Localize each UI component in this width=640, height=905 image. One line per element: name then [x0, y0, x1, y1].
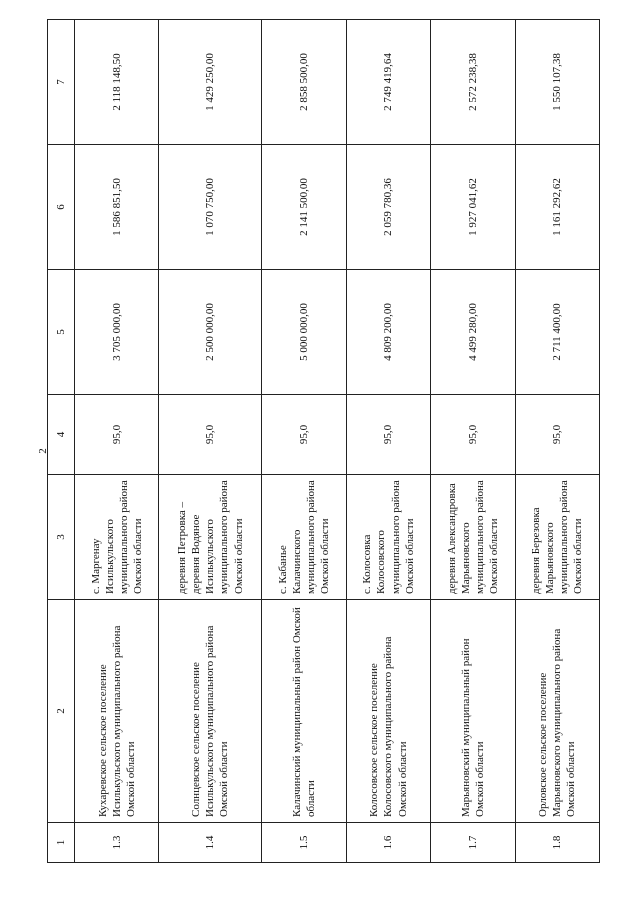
- amount-total: 3 705 000,00: [75, 270, 159, 395]
- column-header: 6: [48, 145, 75, 270]
- amount-part-2: 2 749 419,64: [346, 20, 430, 145]
- rotated-table-wrapper: [47, 20, 600, 863]
- table-row: [75, 20, 159, 863]
- settlement-location: с. Маргенау Исилькульского муниципального района Омской области: [75, 475, 159, 600]
- amount-part-1: 2 059 780,36: [346, 145, 430, 270]
- municipality-name: Колосовское сельское поселение Колосовского муниципального района Омской области: [346, 600, 430, 823]
- municipality-name: Калачинский муниципальный район Омской области: [262, 600, 346, 823]
- percent-value: 95,0: [75, 395, 159, 475]
- amount-part-1: 1 586 851,50: [75, 145, 159, 270]
- amount-part-2: 2 858 500,00: [262, 20, 346, 145]
- row-number: 1.6: [346, 823, 430, 863]
- municipality-name: Орловское сельское поселение Марьяновского муниципального района Омской области: [515, 600, 599, 823]
- row-number: 1.5: [262, 823, 346, 863]
- table-row: [159, 20, 262, 863]
- table-row: [262, 20, 346, 863]
- column-number-row: [48, 20, 75, 863]
- municipality-name: Марьяновский муниципальный район Омской области: [431, 600, 515, 823]
- amount-part-2: 1 429 250,00: [159, 20, 262, 145]
- settlement-location: с. Колосовка Колосовского муниципального района Омской области: [346, 475, 430, 600]
- percent-value: 95,0: [515, 395, 599, 475]
- table-row: [346, 20, 430, 863]
- percent-value: 95,0: [346, 395, 430, 475]
- settlement-location: деревня Петровка – деревня Водяное Исилькульского муниципального района Омской области: [159, 475, 262, 600]
- municipality-name: Солнцевское сельское поселение Исилькульского муниципального района Омской области: [159, 600, 262, 823]
- row-number: 1.4: [159, 823, 262, 863]
- amount-part-1: 1 070 750,00: [159, 145, 262, 270]
- column-header: 1: [48, 823, 75, 863]
- municipality-name: Кухаревское сельское поселение Исилькульского муниципального района Омской области: [75, 600, 159, 823]
- page-number: 2: [36, 448, 49, 454]
- column-header: 7: [48, 20, 75, 145]
- amount-part-1: 1 927 041,62: [431, 145, 515, 270]
- percent-value: 95,0: [431, 395, 515, 475]
- subsidy-table: [47, 19, 600, 863]
- settlement-location: деревня Березовка Марьяновского муниципального района Омской области: [515, 475, 599, 600]
- column-header: 5: [48, 270, 75, 395]
- amount-total: 5 000 000,00: [262, 270, 346, 395]
- row-number: 1.8: [515, 823, 599, 863]
- settlement-location: деревня Александровка Марьяновского муниципального района Омской области: [431, 475, 515, 600]
- amount-part-2: 1 550 107,38: [515, 20, 599, 145]
- row-number: 1.7: [431, 823, 515, 863]
- amount-total: 2 711 400,00: [515, 270, 599, 395]
- percent-value: 95,0: [159, 395, 262, 475]
- column-header: 2: [48, 600, 75, 823]
- amount-total: 2 500 000,00: [159, 270, 262, 395]
- table-row: [515, 20, 599, 863]
- percent-value: 95,0: [262, 395, 346, 475]
- amount-part-1: 2 141 500,00: [262, 145, 346, 270]
- row-number: 1.3: [75, 823, 159, 863]
- column-header: 4: [48, 395, 75, 475]
- amount-part-2: 2 118 148,50: [75, 20, 159, 145]
- table-row: [431, 20, 515, 863]
- column-header: 3: [48, 475, 75, 600]
- amount-part-1: 1 161 292,62: [515, 145, 599, 270]
- amount-part-2: 2 572 238,38: [431, 20, 515, 145]
- amount-total: 4 809 200,00: [346, 270, 430, 395]
- settlement-location: с. Кабанье Калачинского муниципального района Омской области: [262, 475, 346, 600]
- amount-total: 4 499 280,00: [431, 270, 515, 395]
